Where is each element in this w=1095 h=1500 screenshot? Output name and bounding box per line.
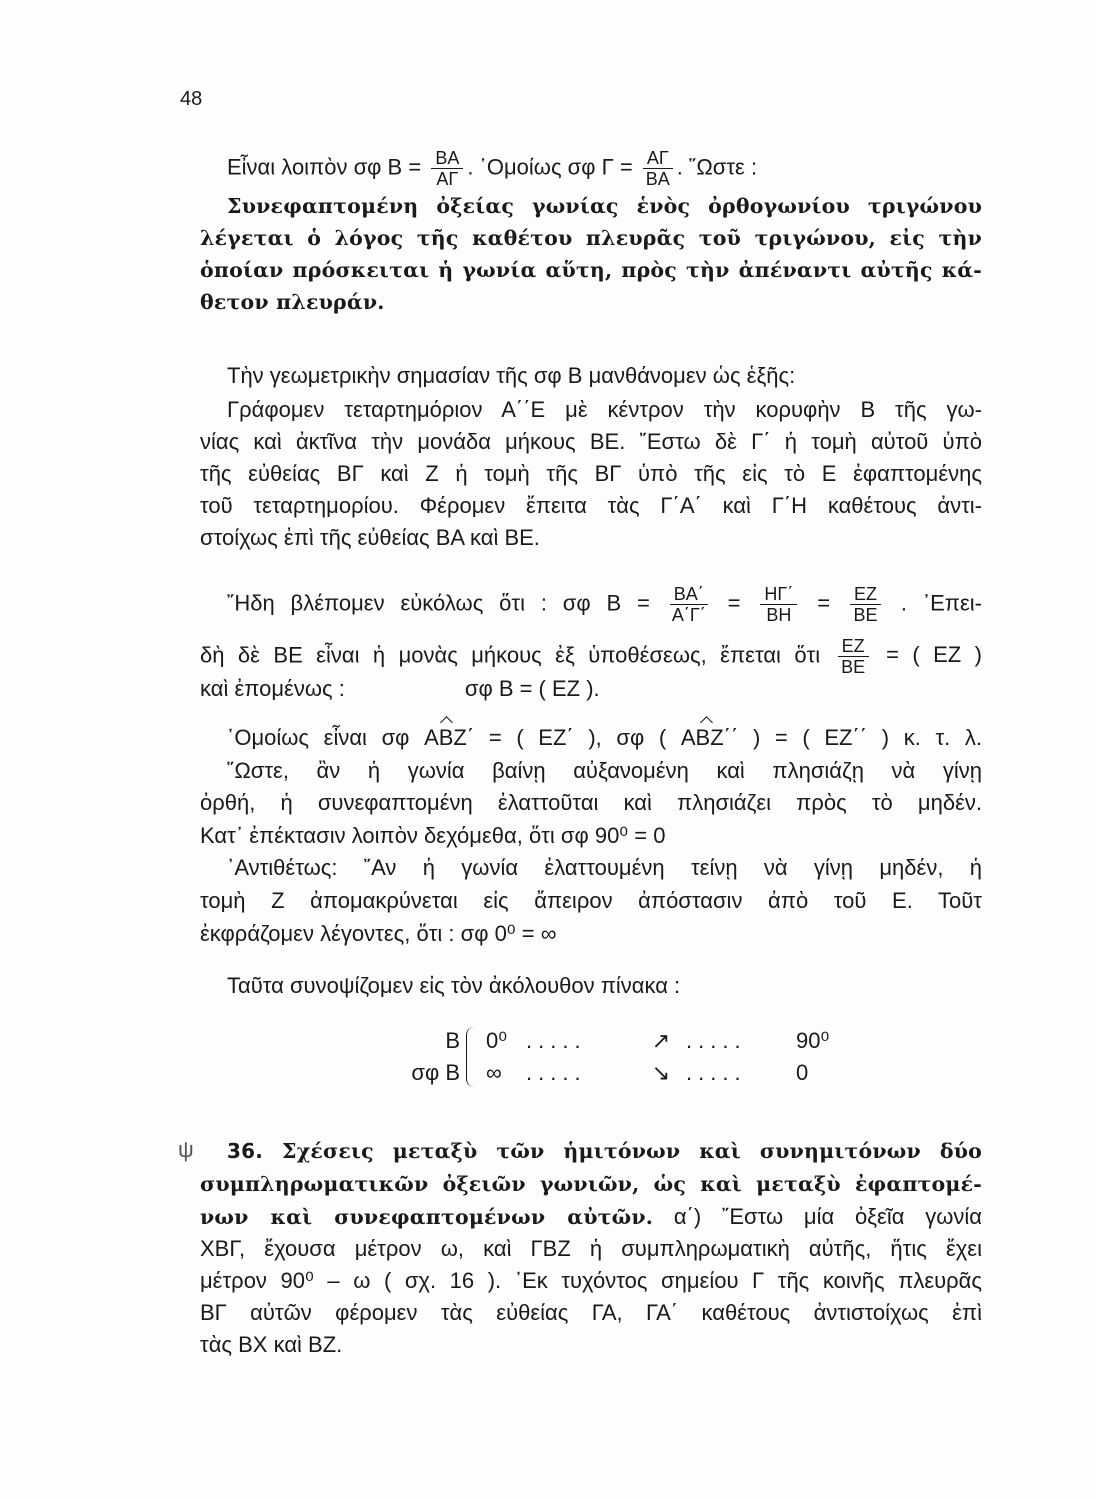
denominator: ΒΕ [841,657,866,677]
paragraph-line: τῆς εὐθείας ΒΓ καὶ Ζ ἡ τομὴ τῆς ΒΓ ὑπὸ τῆς εἰς τὸ Ε ἐφαπτομένης [200,461,982,486]
page-number: 48 [180,88,203,110]
end-value: 0 [796,1060,809,1085]
text: ῾Ομοίως εἶναι σφ [227,725,410,750]
equals: = [727,590,741,616]
dots: ..... [686,1028,747,1053]
paragraph-line: στοίχως ἐπὶ τῆς εὐθείας ΒΑ καὶ ΒΕ. [200,525,540,550]
text: καὶ ἐπομένως : [200,676,345,701]
definition-line: Συνεφαπτομένη ὀξείας γωνίας ἑνὸς ὀρθογωνίου τριγώνου [227,194,982,218]
text: ῎Ηδη βλέπομεν εὐκόλως ὅτι : σφ Β = [227,590,650,616]
text: . ῞Ωστε : [676,154,758,180]
fraction [850,584,881,625]
text: = ( ΕΖ΄ ), σφ ( [488,725,667,750]
numerator: ΕΖ [850,584,881,605]
equation-line [227,724,982,752]
text: . ῾Ομοίως σφ Γ = [467,154,633,180]
section-title: νων καὶ συνεφαπτομένων αὐτῶν. [200,1205,654,1229]
dots: ..... [526,1028,587,1053]
section-title: Σχέσεις μεταξὺ τῶν ἡμιτόνων καὶ συνημιτόνων δύο [282,1139,983,1163]
section-heading-line [227,1137,982,1165]
paragraph-line: νίας καὶ ἀκτῖνα τὴν μονάδα μήκους ΒΕ. ῎Εστω δὲ Γ΄ ἡ τομὴ αὐτοῦ ὑπὸ [200,429,982,454]
paragraph-line: Ταῦτα συνοψίζομεν εἰς τὸν ἀκόλουθον πίνακα : [227,973,681,998]
equation-line [200,636,982,677]
paragraph-line: τοῦ τεταρτημορίου. Φέρομεν ἔπειτα τὰς Γ΄Α΄ καὶ Γ΄Η καθέτους ἀντι- [200,493,982,518]
section-heading-line [200,1203,982,1231]
denominator: ΒΕ [853,605,878,625]
fraction [670,584,708,625]
paragraph-line: ῞Ωστε, ἂν ἡ γωνία βαίνῃ αὐξανομένη καὶ πλησιάζῃ νὰ γίνῃ [227,758,982,783]
numerator: ΒΑ [431,148,463,169]
definition-line: θετον πλευράν. [200,290,385,314]
section-heading-line: συμπληρωματικῶν ὀξειῶν γωνιῶν, ὡς καὶ μεταξὺ ἐφαπτομέ- [200,1172,982,1196]
paragraph-line: μέτρον 90⁰ – ω ( σχ. 16 ). ᾿Εκ τυχόντος σημείου Γ τῆς κοινῆς πλευρᾶς [200,1268,982,1293]
definition-line: λέγεται ὁ λόγος τῆς καθέτου πλευρᾶς τοῦ τριγώνου, εἰς τὴν [200,226,982,250]
definition-line: ὁποίαν πρόσκειται ἡ γωνία αὕτη, πρὸς τὴν ἀπέναντι αὐτῆς κά- [200,258,982,282]
paragraph-line: ΒΓ αὐτῶν φέρομεν τὰς εὐθείας ΓΑ, ΓΑ΄ καθέτους ἀντιστοίχως ἐπὶ [200,1300,982,1325]
paragraph-line: Κατ᾿ ἐπέκτασιν λοιπὸν δεχόμεθα, ὅτι σφ 90⁰ = 0 [200,823,666,848]
paragraph-line: ΧΒΓ, ἔχουσα μέτρον ω, καὶ ΓΒΖ ἡ συμπληρωματικὴ αὐτῆς, ἥτις ἔχει [200,1236,982,1261]
numerator: ΒΑ΄ [670,584,708,605]
row-label: Β [445,1028,460,1053]
table-row [380,1025,836,1057]
row-label: σφ Β [411,1060,460,1085]
dots: ..... [686,1060,747,1085]
paragraph-line: ᾿Αντιθέτως: ῎Αν ἡ γωνία ἐλαττουμένη τείνῃ νὰ γίνῃ μηδέν, ἡ [227,855,982,880]
denominator: ΒΑ [645,169,670,189]
fraction [838,636,869,677]
paragraph-line: τὰς ΒΧ καὶ ΒΖ. [200,1332,343,1357]
brace [466,1027,479,1087]
numerator: ΑΓ [643,148,673,169]
text: σφ Β = ( ΕΖ ). [464,676,600,701]
denominator: Α΄Γ΄ [671,605,706,625]
text: = ( ΕΖ ) [886,642,982,668]
angle-with-hat: ΑΒΖ΄΄ [680,725,739,750]
paragraph-line: ὀρθή, ἡ συνεφαπτομένη ἐλαττοῦται καὶ πλησιάζει πρὸς τὸ μηδέν. [200,790,982,815]
text: . ᾿Επει- [900,590,983,616]
fraction [643,148,673,189]
start-value: ∞ [486,1060,502,1085]
text: δὴ δὲ ΒΕ εἶναι ἡ μονὰς μήκους ἐξ ὑποθέσεως, ἔπεται ὅτι [200,642,821,668]
end-value: 90⁰ [796,1028,830,1053]
equation-line [200,675,982,703]
cot-ratio-line [227,148,982,189]
paragraph-line: τομὴ Ζ ἀπομακρύνεται εἰς ἄπειρον ἀπόστασιν ἀπὸ τοῦ Ε. Τοῦτ [200,888,982,913]
equation-line [227,584,982,625]
numerator: ΗΓ΄ [760,584,797,605]
text: Εἶναι λοιπὸν σφ Β = [227,154,422,180]
fraction [760,584,797,625]
numerator: ΕΖ [838,636,869,657]
paragraph-line: Τὴν γεωμετρικὴν σημασίαν τῆς σφ Β μανθάνομεν ὡς ἑξῆς: [227,363,796,388]
dots: ..... [526,1060,587,1085]
summary-table [380,1025,836,1089]
denominator: ΒΗ [766,605,792,625]
arrow-down-right-icon: ↘ [651,1060,671,1085]
text: α΄) ῎Εστω μία ὀξεῖα γωνία [673,1204,982,1229]
margin-mark: ψ [178,1137,194,1162]
denominator: ΑΓ [436,169,459,189]
arrow-up-right-icon: ↗ [651,1028,671,1053]
paragraph-line: ἐκφράζομεν λέγοντες, ὅτι : σφ 0⁰ = ∞ [200,921,557,946]
text: ) = ( ΕΖ΄΄ ) κ. τ. λ. [752,725,982,750]
table-row [380,1057,836,1089]
fraction [431,148,463,189]
paragraph-line: Γράφομεν τεταρτημόριον Α΄΄Ε μὲ κέντρον τὴν κορυφὴν Β τῆς γω- [227,397,982,422]
equals: = [817,590,831,616]
start-value: 0⁰ [486,1028,508,1053]
angle-with-hat: ΑΒΖ΄ [424,725,475,750]
section-number: 36. [227,1139,264,1163]
